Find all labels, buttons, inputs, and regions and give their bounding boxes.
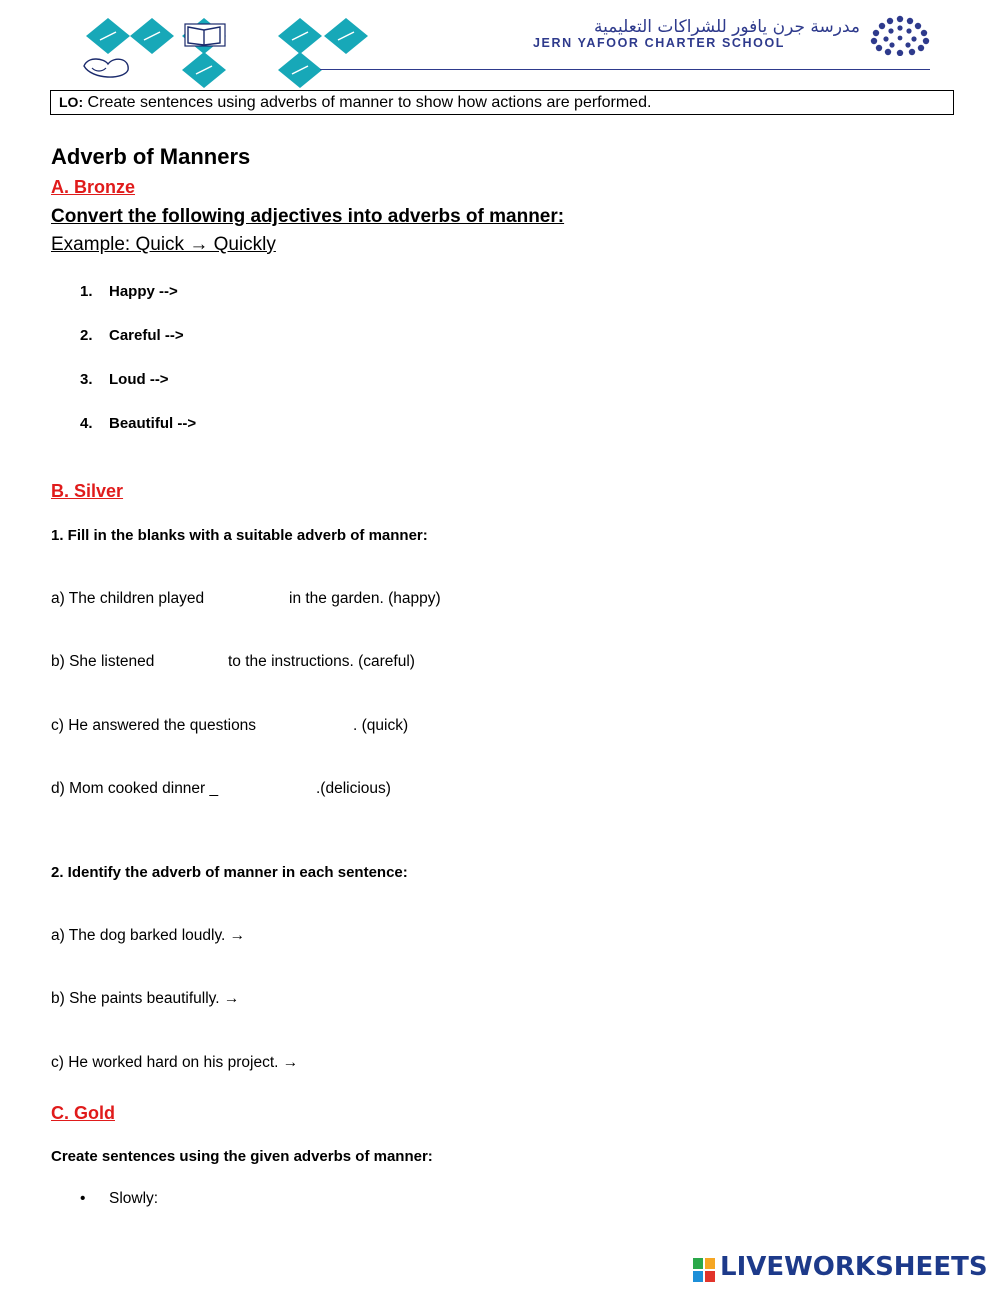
silver-question-1: 1. Fill in the blanks with a suitable adverb of manner: [51, 527, 428, 544]
bronze-instruction: Convert the following adjectives into adverbs of manner: [51, 206, 565, 227]
fill-sentence-d-start: d) Mom cooked dinner _ [51, 780, 219, 797]
school-name-english: JERN YAFOOR CHARTER SCHOOL [533, 36, 786, 50]
bronze-heading: A. Bronze [51, 177, 136, 197]
page-title: Adverb of Manners [51, 144, 251, 169]
item-number: 1. [80, 283, 93, 300]
gold-heading: C. Gold [51, 1103, 115, 1123]
liveworksheets-brand: LIVEWORKSHEETS [720, 1252, 988, 1282]
item-number: 2. [80, 327, 93, 344]
identify-sentence-b: b) She paints beautifully. → [51, 990, 240, 1007]
school-name-arabic: مدرسة جرن يافور للشراكات التعليمية [593, 17, 860, 37]
identify-sentence-c: c) He worked hard on his project. → [51, 1054, 299, 1071]
fill-sentence-b-start: b) She listened [51, 653, 155, 670]
learning-objective-box [50, 90, 954, 115]
item-text: Beautiful --> [109, 415, 197, 432]
item-text: Careful --> [109, 327, 184, 344]
school-decorative-logo [78, 14, 388, 90]
fill-sentence-c-start: c) He answered the questions [51, 717, 257, 734]
lo-label: LO: [59, 94, 84, 110]
fill-sentence-a-end: in the garden. (happy) [289, 590, 441, 607]
fill-sentence-a-start: a) The children played [51, 590, 205, 607]
fill-sentence-d-end: .(delicious) [316, 780, 391, 797]
silver-heading: B. Silver [51, 481, 124, 501]
item-text: Loud --> [109, 371, 169, 388]
item-number: 4. [80, 415, 93, 432]
gold-bullet-item [80, 1190, 158, 1208]
fill-sentence-c-end: . (quick) [353, 717, 409, 734]
gold-instruction: Create sentences using the given adverbs of manner: [51, 1148, 433, 1165]
item-text: Happy --> [109, 283, 178, 300]
item-number: 3. [80, 371, 93, 388]
fill-sentence-b-end: to the instructions. (careful) [228, 653, 415, 670]
bronze-item [80, 283, 178, 300]
bullet-dot-icon: • [80, 1190, 86, 1207]
bronze-item [80, 327, 184, 344]
liveworksheets-logo-icon [692, 1257, 716, 1283]
bullet-text: Slowly: [109, 1190, 159, 1207]
bronze-example: Example: Quick → Quickly [51, 234, 276, 255]
silver-question-2: 2. Identify the adverb of manner in each sentence: [51, 864, 408, 881]
school-emblem-icon [866, 14, 934, 56]
identify-sentence-a: a) The dog barked loudly. → [51, 927, 246, 944]
bronze-item [80, 371, 169, 388]
header-divider [320, 69, 930, 70]
bronze-item [80, 415, 196, 432]
learning-objective [59, 94, 651, 112]
lo-text: Create sentences using adverbs of manner to show how actions are performed. [83, 94, 652, 111]
